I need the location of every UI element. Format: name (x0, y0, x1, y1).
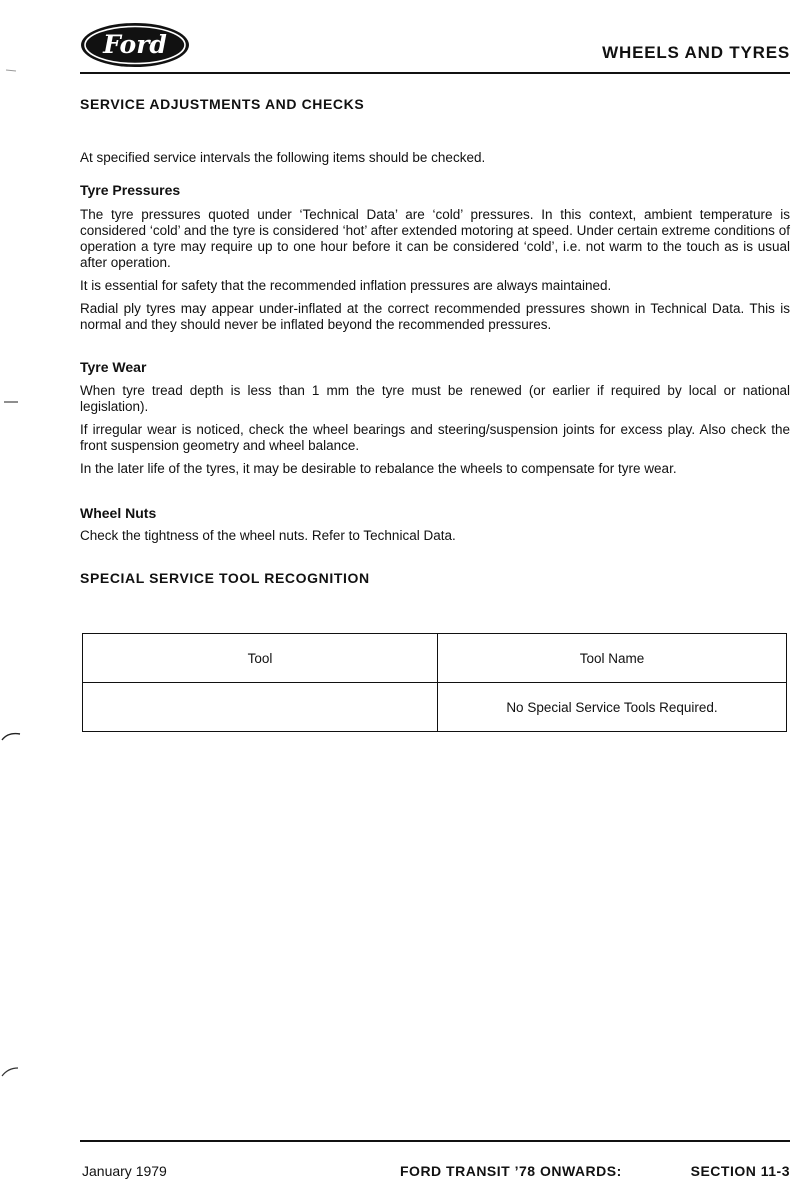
heading-wheel-nuts: Wheel Nuts (80, 505, 157, 521)
intro-text: At specified service intervals the following items should be checked. (80, 150, 486, 165)
margin-mark (0, 62, 30, 82)
page-content (80, 96, 790, 586)
ford-logo-text: Ford (103, 30, 167, 59)
section-heading-service: SERVICE ADJUSTMENTS AND CHECKS (80, 96, 365, 112)
heading-tyre-pressures: Tyre Pressures (80, 182, 181, 198)
margin-mark (0, 726, 30, 746)
section-heading-tools: SPECIAL SERVICE TOOL RECOGNITION (80, 570, 370, 586)
margin-mark (0, 1062, 30, 1082)
footer-date: January 1979 (82, 1163, 167, 1179)
tyre-pressures-paragraph: The tyre pressures quoted under ‘Technical Data’ are ‘cold’ pressures. In this context, ambient temperature is considered ‘cold’ and the tyre is considered ‘hot’ after extended motoring at speed. Under certain extreme conditions of operation a tyre may require up to one hour before it can be considered ‘cold’, i.e. not warm to the touch as is usual after operation. (80, 207, 790, 270)
footer-publication-title: FORD TRANSIT ’78 ONWARDS: (400, 1163, 622, 1179)
table-header-cell: Tool Name (438, 634, 787, 683)
wheel-nuts-paragraph: Check the tightness of the wheel nuts. Refer to Technical Data. (80, 528, 456, 543)
footer-rule (80, 1140, 790, 1142)
table-cell: No Special Service Tools Required. (438, 683, 787, 732)
table-row (83, 683, 787, 732)
tool-table (82, 633, 787, 732)
table-header-cell: Tool (83, 634, 438, 683)
tyre-wear-paragraph: If irregular wear is noticed, check the wheel bearings and steering/suspension joints for excess play. Also check the front suspension geometry and wheel balance. (80, 422, 790, 453)
heading-tyre-wear: Tyre Wear (80, 359, 147, 375)
tyre-wear-paragraph: When tyre tread depth is less than 1 mm the tyre must be renewed (or earlier if required by local or national legislation). (80, 383, 790, 414)
margin-mark (0, 392, 30, 412)
tyre-wear-paragraph: In the later life of the tyres, it may be desirable to rebalance the wheels to compensate for tyre wear. (80, 461, 677, 476)
header-rule (80, 72, 790, 74)
ford-logo (80, 22, 190, 68)
tyre-pressures-paragraph: Radial ply tyres may appear under-inflated at the correct recommended pressures shown in Technical Data. This is normal and they should never be inflated beyond the recommended pressures. (80, 301, 790, 332)
tyre-pressures-paragraph: It is essential for safety that the recommended inflation pressures are always maintained. (80, 278, 612, 293)
table-header-row (83, 634, 787, 683)
table-cell (83, 683, 438, 732)
footer-section-number: SECTION 11-3 (690, 1163, 790, 1179)
page-header-title: WHEELS AND TYRES (602, 43, 790, 62)
